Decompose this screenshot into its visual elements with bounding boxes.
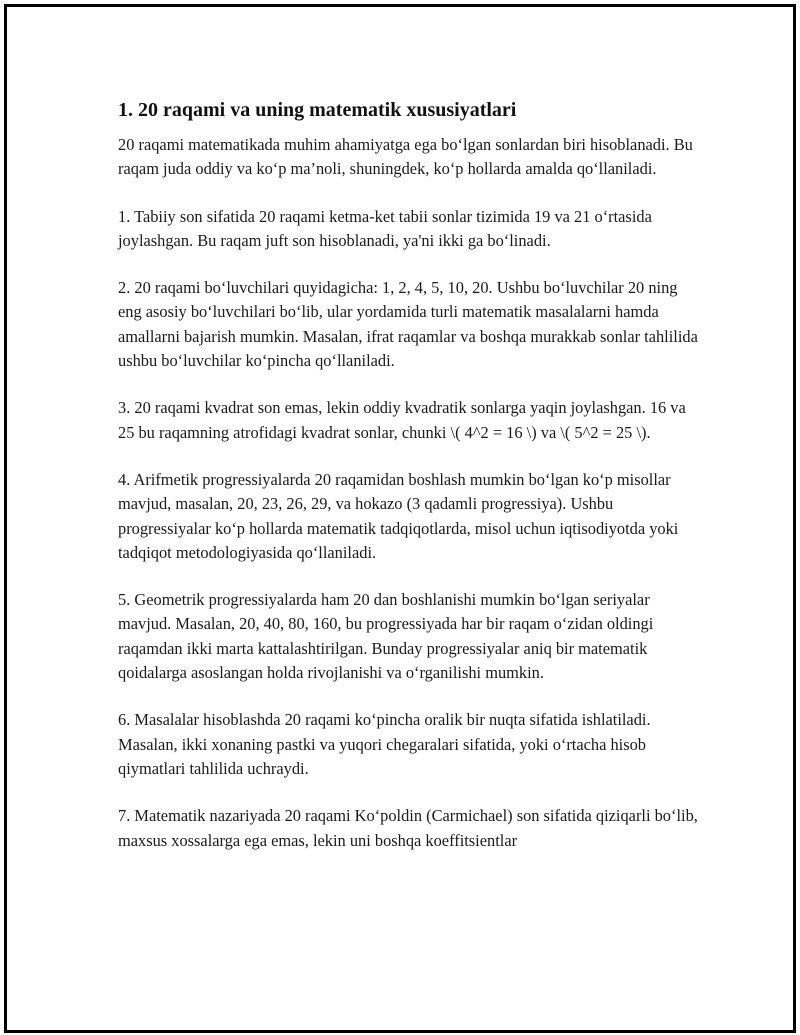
paragraph-square-numbers: 3. 20 raqami kvadrat son emas, lekin oddiy kvadratik sonlarga yaqin joylashgan. 16 va 25 bu raqamning atrofidagi kvadrat sonlar, chunki \( 4^2 = 16 \) va \( 5^2 = 25 \). [118,398,686,442]
paragraph-natural-number: 1. Tabiiy son sifatida 20 raqami ketma-ket tabii sonlar tizimida 19 va 21 o‘rtasida joylashgan. Bu raqam juft son hisoblanadi, ya'ni ikki ga bo‘linadi. [118,206,652,250]
paragraph-calculations: 6. Masalalar hisoblashda 20 raqami ko‘pincha oralik bir nuqta sifatida ishlatiladi. Masalan, ikki xonaning pastki va yuqori chegaralari sifatida, yoki o‘rtacha hisob qiymatlari tahlilida uchraydi. [118,710,651,778]
paragraph-number-theory: 7. Matematik nazariyada 20 raqami Ko‘poldin (Carmichael) son sifatida qiziqarli bo‘lib, maxsus xossalarga ega emas, lekin uni boshqa koeffitsientlar [118,806,698,850]
page-frame [4,4,796,1033]
document-title: 1. 20 raqami va uning matematik xususiyatlari [118,99,517,121]
page-content [118,95,698,876]
intro-paragraph: 20 raqami matematikada muhim ahamiyatga ega bo‘lgan sonlardan biri hisoblanadi. Bu raqam juda oddiy va ko‘p ma’noli, shuningdek, ko‘p hollarda amalda qo‘llaniladi. [118,135,693,179]
paragraph-divisors: 2. 20 raqami bo‘luvchilari quyidagicha: 1, 2, 4, 5, 10, 20. Ushbu bo‘luvchilar 20 ning eng asosiy bo‘luvchilari bo‘lib, ular yordamida turli matematik masalalarni hamda amallarni bajarish mumkin. Masalan, ifrat raqamlar va boshqa murakkab sonlar tahlilida ushbu bo‘luvchilar ko‘pincha qo‘llaniladi. [118,278,698,371]
paragraph-arithmetic-progression: 4. Arifmetik progressiyalarda 20 raqamidan boshlash mumkin bo‘lgan ko‘p misollar mavjud, masalan, 20, 23, 26, 29, va hokazo (3 qadamli progressiya). Ushbu progressiyalar ko‘p hollarda matematik tadqiqotlarda, misol uchun iqtisodiyotda yoki tadqiqot metodologiyasida qo‘llaniladi. [118,469,679,562]
paragraph-geometric-progression: 5. Geometrik progressiyalarda ham 20 dan boshlanishi mumkin bo‘lgan seriyalar mavjud. Masalan, 20, 40, 80, 160, bu progressiyada har bir raqam o‘zidan oldingi raqamdan ikki marta kattalashtirilgan. Bunday progressiyalar aniq bir matematik qoidalarga asoslangan holda rivojlanishi va o‘rganilishi mumkin. [118,590,654,683]
